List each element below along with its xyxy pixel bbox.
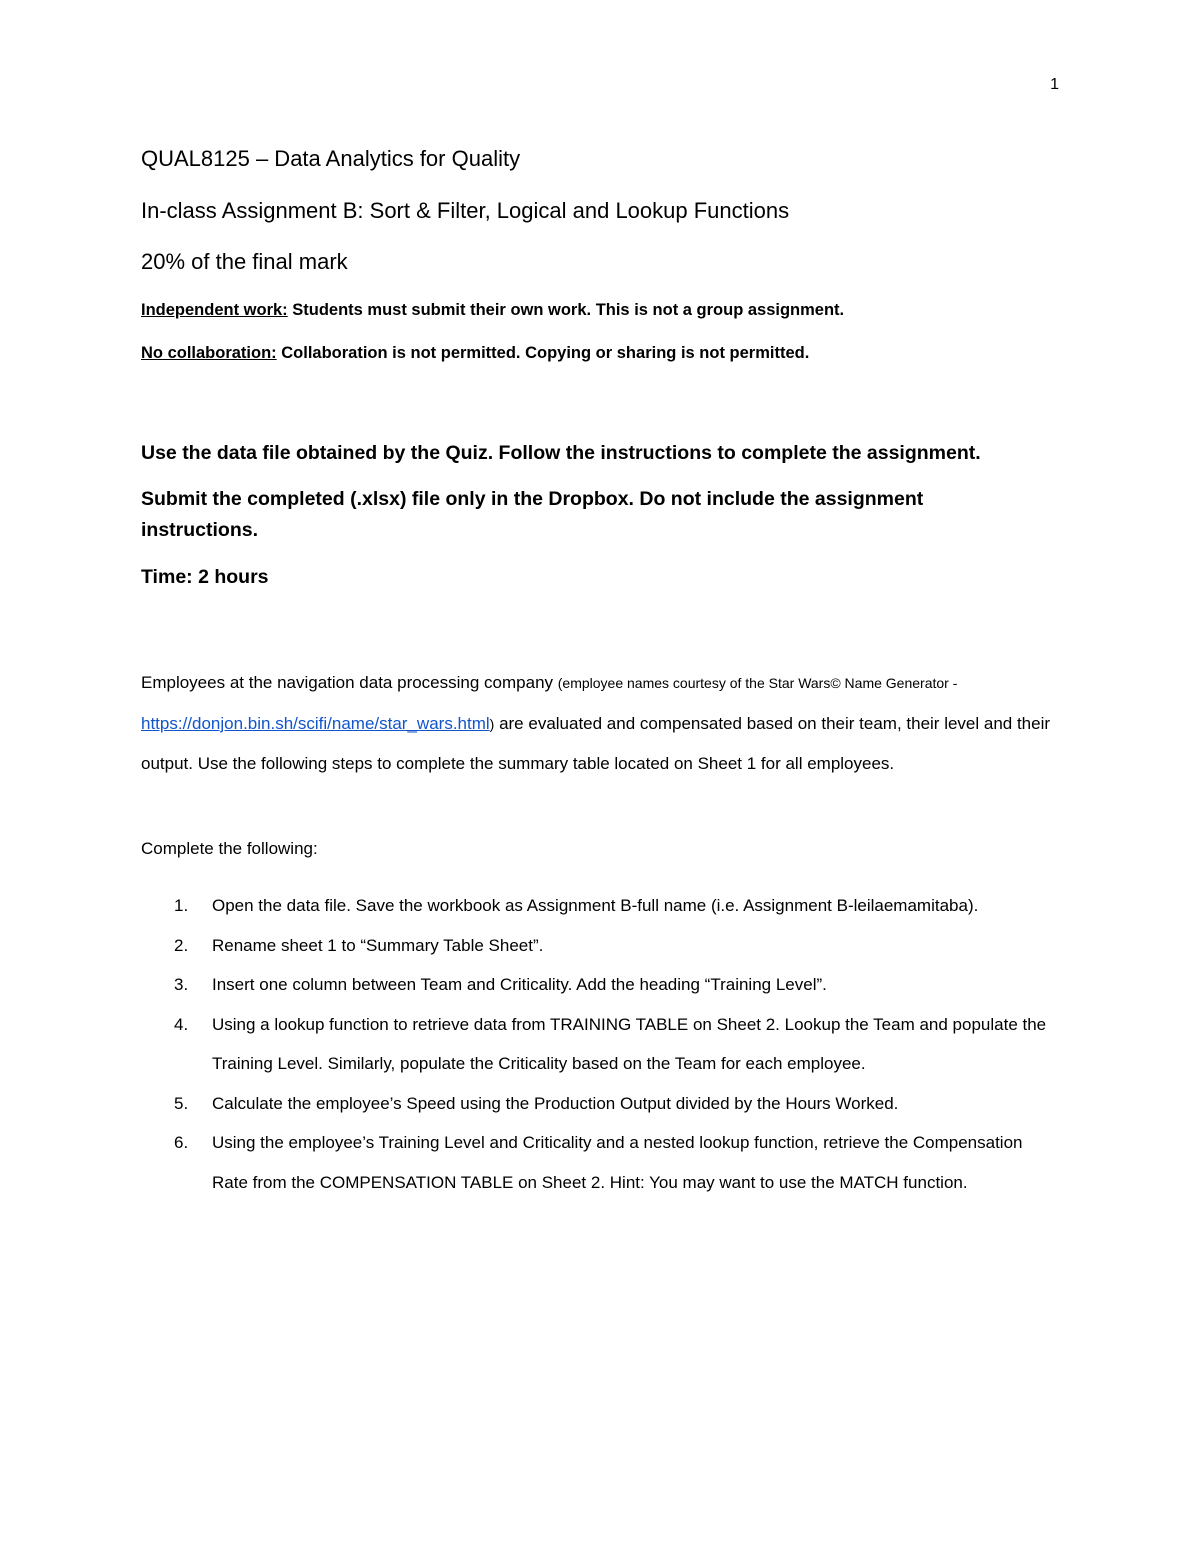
intro-paragraph [141,663,1061,784]
use-data-instruction: Use the data file obtained by the Quiz. Follow the instructions to complete the assignment. [141,442,981,464]
step-text: Using a lookup function to retrieve data from TRAINING TABLE on Sheet 2. Lookup the Team and populate the Training Level. Similarly, populate the Criticality based on the Team for each employee. [212,1014,1047,1073]
rule-label: No collaboration: [141,344,277,362]
rule-label: Independent work: [141,301,288,319]
step-text: Calculate the employee’s Speed using the Production Output divided by the Hours Worked. [212,1093,899,1113]
list-item [141,886,1061,926]
rule-text: Collaboration is not permitted. Copying or sharing is not permitted. [276,344,810,362]
submit-instruction: Submit the completed (.xlsx) file only in the Dropbox. Do not include the assignment instructions. [141,488,924,541]
step-number: 4. [174,1014,189,1034]
step-number: 6. [174,1133,189,1152]
step-text: Rename sheet 1 to “Summary Table Sheet”. [212,935,544,955]
step-number: 5. [174,1093,189,1113]
independent-work-rule [141,301,844,320]
list-item [141,965,1061,1005]
no-collaboration-rule [141,344,809,363]
step-number: 3. [174,975,189,994]
course-title: QUAL8125 – Data Analytics for Quality [141,146,521,171]
page-number: 1 [1050,76,1059,93]
step-text: Open the data file. Save the workbook as Assignment B-full name (i.e. Assignment B-leilaemamitaba). [212,896,979,915]
intro-text-continued: are evaluated and compensated based on their team, their level and their output. Use the following steps to complete the summary table located on Sheet 1 for all employees. [141,713,1051,773]
list-item [141,926,1061,966]
list-item [141,1005,1061,1084]
step-text: Using the employee’s Training Level and Criticality and a nested lookup function, retrieve the Compensation Rate from the COMPENSATION TABLE on Sheet 2. Hint: You may want to use the MATCH function. [212,1133,1023,1192]
assignment-title: In-class Assignment B: Sort & Filter, Logical and Lookup Functions [141,198,790,223]
intro-credit-note: (employee names courtesy of the Star Wars© Name Generator - [557,675,958,691]
steps-list [141,886,1061,1202]
list-item [141,1084,1061,1124]
grade-weight: 20% of the final mark [141,249,348,274]
time-limit: Time: 2 hours [141,566,269,588]
step-text: Insert one column between Team and Criticality. Add the heading “Training Level”. [212,975,827,994]
intro-text: Employees at the navigation data processing company [141,673,558,692]
step-number: 1. [174,896,189,915]
intro-credit-close: ) [489,715,495,732]
star-wars-name-generator-link[interactable]: https://donjon.bin.sh/scifi/name/star_wars.html [141,713,490,733]
list-item [141,1123,1061,1202]
complete-following-label: Complete the following: [141,839,318,858]
step-number: 2. [174,935,189,955]
rule-text: Students must submit their own work. This is not a group assignment. [287,301,845,319]
